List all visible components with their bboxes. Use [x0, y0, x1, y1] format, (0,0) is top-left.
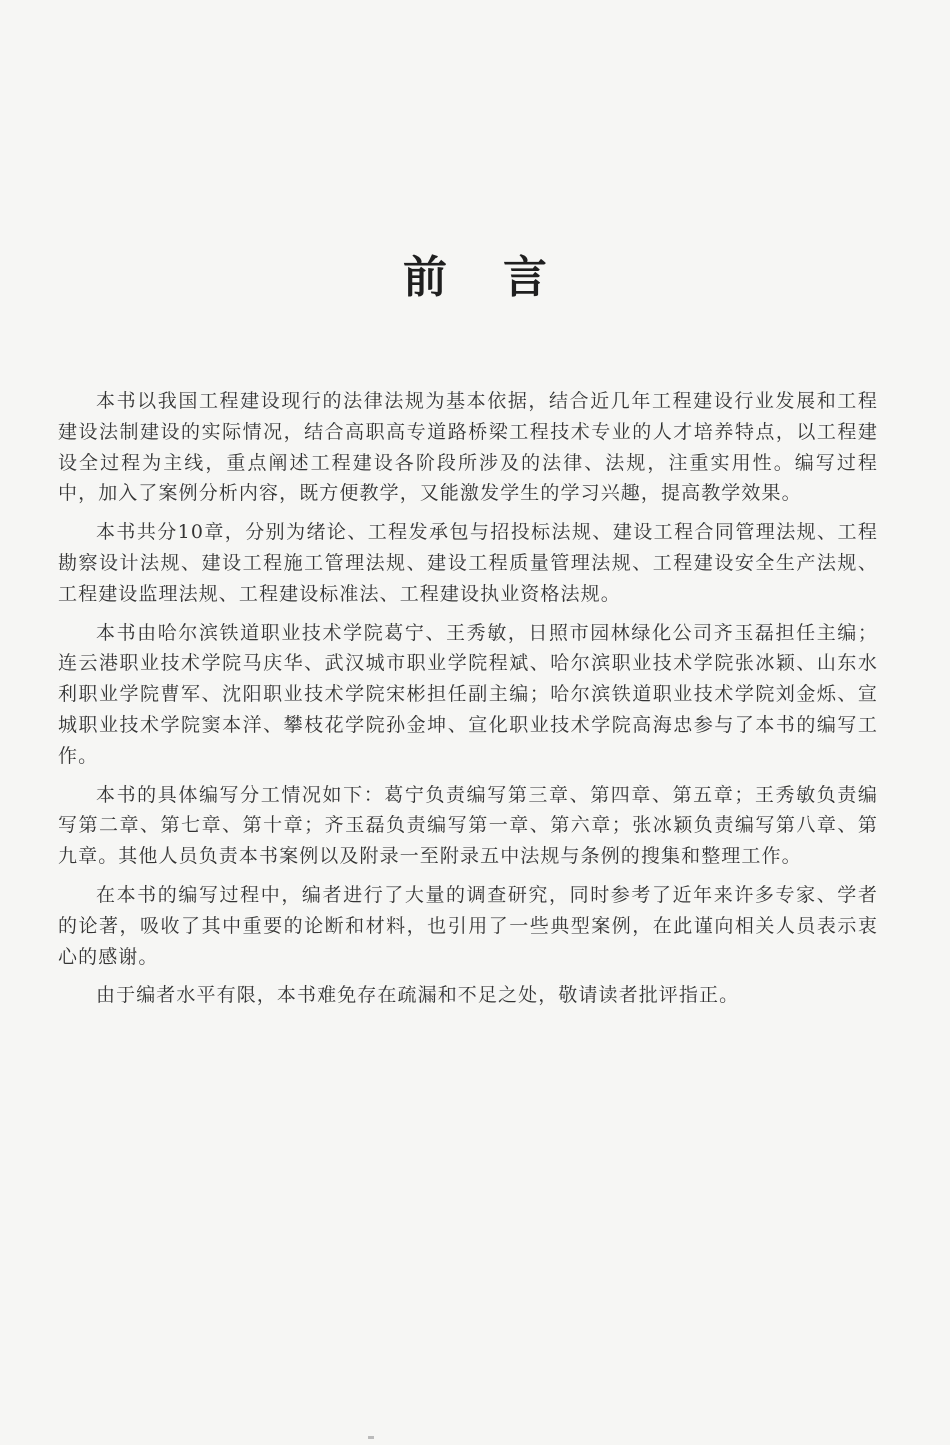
paragraph-5: 在本书的编写过程中，编者进行了大量的调查研究，同时参考了近年来许多专家、学者的论著，吸收了其中重要的论断和材料，也引用了一些典型案例，在此谨向相关人员表示衷心的感谢。 — [58, 883, 878, 968]
paragraph-3: 本书由哈尔滨铁道职业技术学院葛宁、王秀敏，日照市园林绿化公司齐玉磊担任主编；连云港职业技术学院马庆华、武汉城市职业学院程斌、哈尔滨职业技术学院张冰颖、山东水利职业学院曹军、沈阳职业技术学院宋彬担任副主编；哈尔滨铁道职业技术学院刘金烁、宣城职业技术学院窦本洋、攀枝花学院孙金坤、宣化职业技术学院高海忠参与了本书的编写工作。 — [58, 621, 878, 767]
scan-mark — [368, 1436, 374, 1439]
paragraph-1: 本书以我国工程建设现行的法律法规为基本依据，结合近几年工程建设行业发展和工程建设法制建设的实际情况，结合高职高专道路桥梁工程技术专业的人才培养特点，以工程建设全过程为主线，重点阐述工程建设各阶段所涉及的法律、法规，注重实用性。编写过程中，加入了案例分析内容，既方便教学，又能激发学生的学习兴趣，提高教学效果。 — [58, 390, 878, 505]
paragraph-4: 本书的具体编写分工情况如下：葛宁负责编写第三章、第四章、第五章；王秀敏负责编写第二章、第七章、第十章；齐玉磊负责编写第一章、第六章；张冰颖负责编写第八章、第九章。其他人员负责本书案例以及附录一至附录五中法规与条例的搜集和整理工作。 — [58, 783, 878, 868]
preface-body — [58, 386, 878, 1019]
paragraph-6: 由于编者水平有限，本书难免存在疏漏和不足之处，敬请读者批评指正。 — [96, 984, 740, 1007]
paragraph-2: 本书共分10章，分别为绪论、工程发承包与招投标法规、建设工程合同管理法规、工程勘察设计法规、建设工程施工管理法规、建设工程质量管理法规、工程建设安全生产法规、工程建设监理法规、工程建设标准法、工程建设执业资格法规。 — [58, 521, 878, 605]
page-title: 前言 — [403, 252, 603, 303]
